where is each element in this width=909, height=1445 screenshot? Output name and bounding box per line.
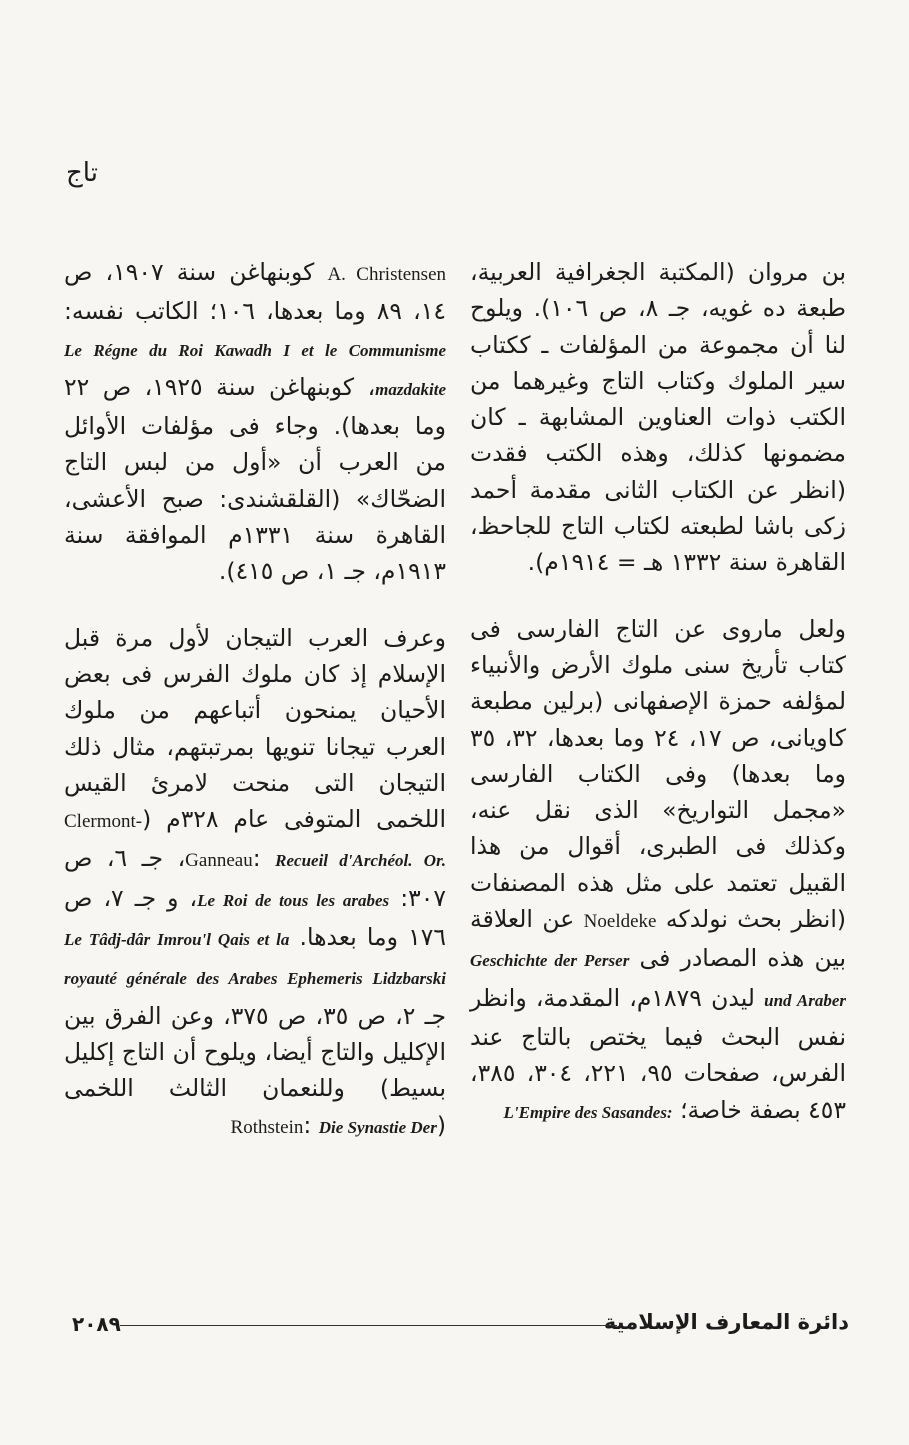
body-paragraph xyxy=(64,254,446,590)
footer-title: دائرة المعارف الإسلامية xyxy=(603,1310,849,1334)
arabic-text-run: عن العلاقة بين هذه المصادر فى xyxy=(470,905,846,973)
arabic-text-run: كوبنهاغن سنة ١٩٠٧، ص ١٤، ٨٩ وما بعدها، ١٠٦؛ الكاتب نفسه: xyxy=(64,258,446,326)
arabic-text-run: : xyxy=(303,1110,319,1139)
arabic-text-run: ، و جـ ٧، ص ١٧٦ وما بعدها. xyxy=(64,883,446,952)
arabic-text-run: ، كوبنهاغن سنة ١٩٢٥، ص ٢٢ وما بعدها). وجاء فى مؤلفات الأوائل من العرب أن «أول من لبس التاج الضحّاك» (القلقشندى: صبح الأعشى، القاهرة سنة ١٣٣١م الموافقة سنة ١٩١٣م، جـ ١، ص ٤١٥). xyxy=(64,372,446,586)
arabic-text-run: ولعل ماروى عن التاج الفارسى فى كتاب تأريخ سنى ملوك الأرض والأنبياء لمؤلفه حمزة الإصفهانى (برلين مطبعة كاويانى، ص ١٧، ٢٤ وما بعدها، ٣٢، ٣٥ وما بعدها) وفى الكتاب الفارسى «مجمل التواريخ» الذى نقل عنه، وكذلك فى الطبرى، أقوال من هذا القبيل تعتمد على مثل هذه المصنفات (انظر بحث نولدكه xyxy=(470,614,847,934)
latin-citation: Recueil d'Archéol. Or. xyxy=(275,851,447,871)
arabic-text-run: ، جـ ٦، ص ٣٠٧: xyxy=(64,844,446,912)
arabic-text-run: وعرف العرب التيجان لأول مرة قبل الإسلام إذ كان ملوك الفرس فى بعض الأحيان يمنحون أتباعهم من ملوك العرب تيجانا تنويها بمرتبتهم، مثال ذلك التيجان التى منحت لامرئ القيس اللخمى المتوفى عام ٣٢٨م ( xyxy=(64,623,446,834)
latin-citation: Le Tâdj-dâr Imrou'l Qais et la royauté générale des Arabes Ephemeris Lidzbarski xyxy=(64,930,446,989)
page-number: ٢٠٨٩ xyxy=(72,1312,121,1336)
latin-citation: Le Roi de tous les arabes xyxy=(197,890,390,910)
latin-citation: L'Empire des Sasandes: xyxy=(503,1102,673,1122)
latin-citation: Die Synastie Der xyxy=(318,1117,437,1137)
latin-citation: Geschichte der Perser und Araber xyxy=(470,951,846,1010)
latin-citation: Rothstein xyxy=(230,1116,304,1138)
arabic-text-run: : xyxy=(252,844,276,873)
left-column xyxy=(64,254,446,1146)
latin-citation: Le Régne du Roi Kawadh I et le Communisme mazdakite xyxy=(64,340,446,399)
footer-divider xyxy=(120,1325,617,1326)
body-paragraph xyxy=(64,620,446,1146)
latin-citation: Noeldeke xyxy=(583,911,657,933)
body-paragraph xyxy=(470,611,846,1131)
latin-citation: A. Christensen xyxy=(327,264,447,285)
running-header: تاج xyxy=(66,158,98,188)
latin-citation: Clermont-Ganneau xyxy=(64,811,253,872)
arabic-text-run: جـ ٢، ص ٣٥، ص ٣٧٥، وعن الفرق بين الإكليل والتاج أيضا، ويلوح أن التاج إكليل بسيط) وللنعمان الثالث اللخمى ( xyxy=(64,1001,446,1139)
page-footer xyxy=(72,1310,849,1340)
body-paragraph xyxy=(470,254,846,581)
right-column xyxy=(470,254,846,1131)
arabic-text-run: ليدن ١٨٧٩م، المقدمة، وانظر نفس البحث فيما يختص بالتاج عند الفرس، صفحات ٩٥، ٢٢١، ٣٠٤، ٣٨٥، ٤٥٣ بصفة خاصة؛ xyxy=(470,983,846,1124)
arabic-text-run: بن مروان (المكتبة الجغرافية العربية، طبعة ده غويه، جـ ٨، ص ١٠٦). ويلوح لنا أن مجموعة من المؤلفات ـ ككتاب سير الملوك وكتاب التاج وغيرهما من الكتب ذوات العناوين المشابهة ـ كان مضمونها كذلك، وهذه الكتب فقدت (انظر عن الكتاب الثانى مقدمة أحمد زكى باشا لطبعته لكتاب التاج للجاحظ، القاهرة سنة ١٣٣٢ هـ = ١٩١٤م). xyxy=(470,258,846,577)
